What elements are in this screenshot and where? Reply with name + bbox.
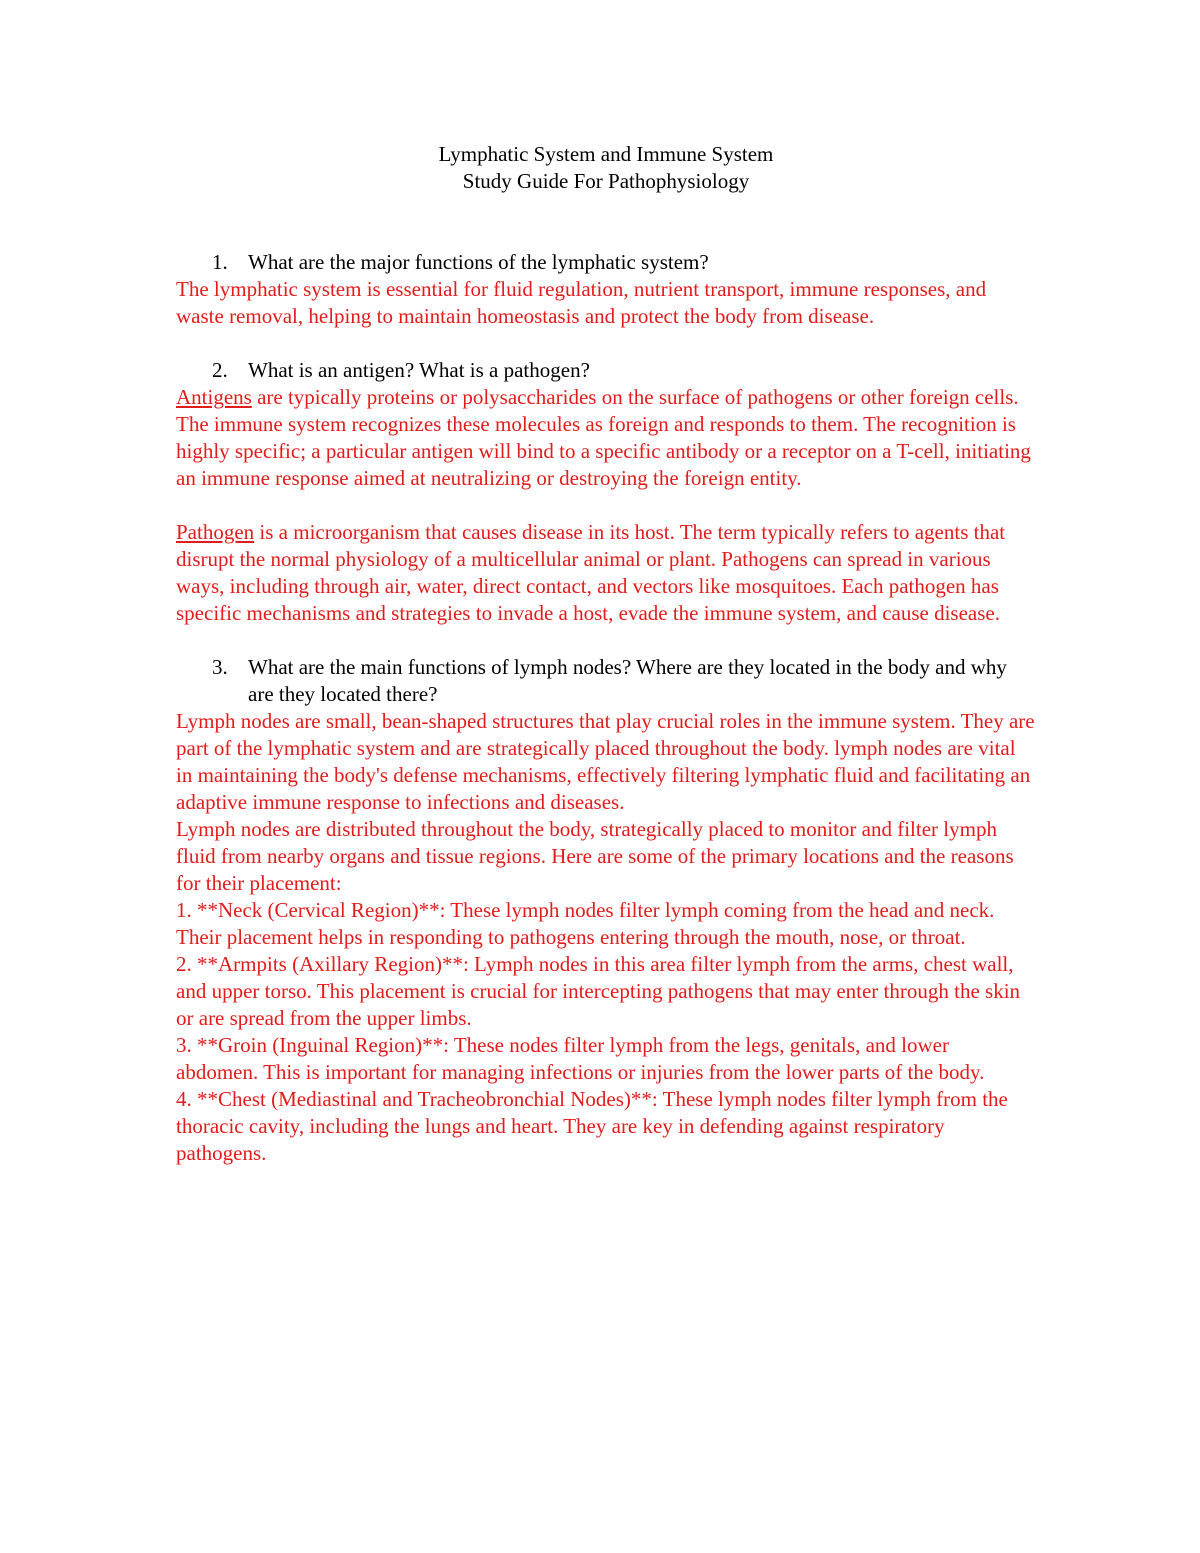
question-text: What are the main functions of lymph nodes? Where are they located in the body and why are they located there? [248, 655, 1007, 706]
term-antigens: Antigens [176, 385, 252, 409]
antigen-definition: are typically proteins or polysaccharides on the surface of pathogens or other foreign cells. The immune system recognizes these molecules as foreign and responds to them. The recognition is highly specific; a particular antigen will bind to a specific antibody or a receptor on a T-cell, initiating an immune response aimed at neutralizing or destroying the foreign entity. [176, 385, 1031, 490]
location-groin: 3. **Groin (Inguinal Region)**: These nodes filter lymph from the legs, genitals, and lower abdomen. This is important for managing infections or injuries from the lower parts of the body. [176, 1033, 985, 1084]
answer-2-antigen [176, 384, 1036, 492]
document-body [176, 141, 1036, 1167]
question-text: What are the major functions of the lymphatic system? [248, 250, 709, 274]
pathogen-definition: is a microorganism that causes disease in its host. The term typically refers to agents that disrupt the normal physiology of a multicellular animal or plant. Pathogens can spread in various ways, including through air, water, direct contact, and vectors like mosquitoes. Each pathogen has specific mechanisms and strategies to invade a host, evade the immune system, and cause disease. [176, 520, 1006, 625]
answer-1: The lymphatic system is essential for fluid regulation, nutrient transport, immune responses, and waste removal, helping to maintain homeostasis and protect the body from disease. [176, 277, 987, 328]
answer-3-functions: Lymph nodes are small, bean-shaped structures that play crucial roles in the immune system. They are part of the lymphatic system and are strategically placed throughout the body. lymph nodes are vital in maintaining the body's defense mechanisms, effectively filtering lymphatic fluid and facilitating an adaptive immune response to infections and diseases. [176, 709, 1035, 814]
question-number: 3. [212, 655, 228, 679]
location-armpits: 2. **Armpits (Axillary Region)**: Lymph nodes in this area filter lymph from the arms, chest wall, and upper torso. This placement is crucial for intercepting pathogens that may enter through the skin or are spread from the upper limbs. [176, 952, 1021, 1030]
location-neck: 1. **Neck (Cervical Region)**: These lymph nodes filter lymph coming from the head and neck. Their placement helps in responding to pathogens entering through the mouth, nose, or throat. [176, 898, 995, 949]
question-3 [176, 654, 1036, 708]
term-pathogen: Pathogen [176, 520, 255, 544]
answer-2-pathogen [176, 519, 1036, 627]
answer-3-locations-intro: Lymph nodes are distributed throughout the body, strategically placed to monitor and filter lymph fluid from nearby organs and tissue regions. Here are some of the primary locations and the reasons for their placement: [176, 817, 1014, 895]
document-title: Lymphatic System and Immune System [438, 142, 774, 166]
question-number: 1. [212, 250, 228, 274]
title-block [176, 141, 1036, 195]
question-2 [176, 357, 1036, 384]
question-1 [176, 249, 1036, 276]
document-subtitle: Study Guide For Pathophysiology [462, 169, 750, 193]
question-number: 2. [212, 358, 228, 382]
location-chest: 4. **Chest (Mediastinal and Tracheobronchial Nodes)**: These lymph nodes filter lymph from the thoracic cavity, including the lungs and heart. They are key in defending against respiratory pathogens. [176, 1087, 1008, 1165]
question-text: What is an antigen? What is a pathogen? [248, 358, 590, 382]
